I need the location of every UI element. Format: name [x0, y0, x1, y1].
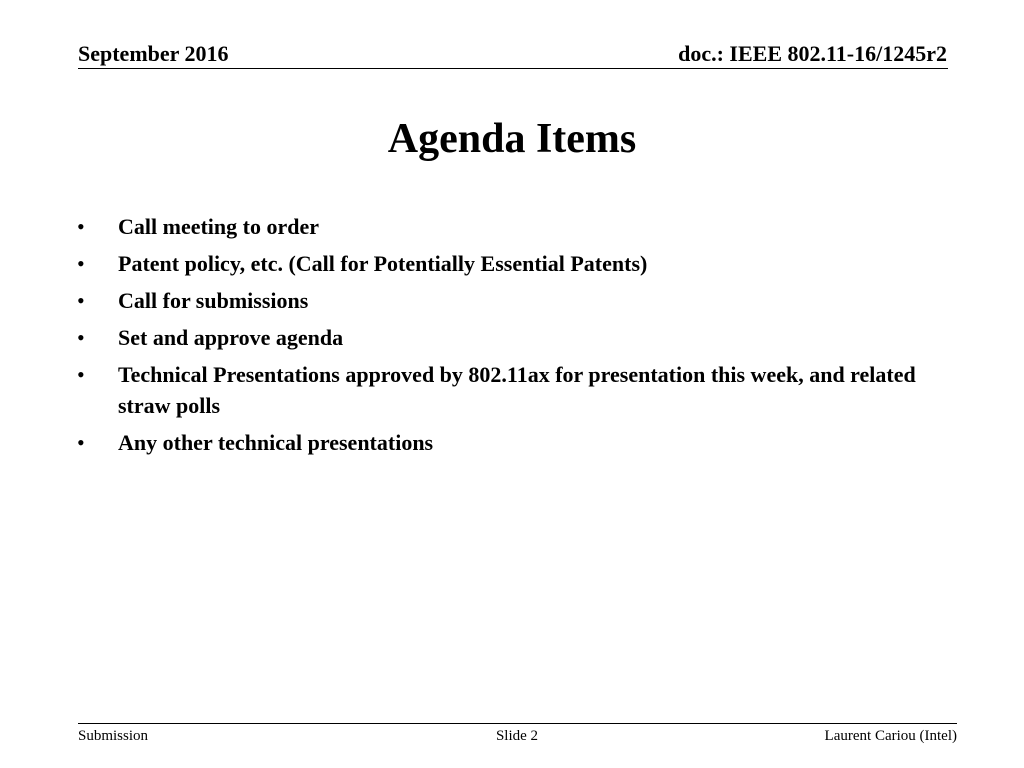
bullet-icon: •: [77, 288, 85, 313]
agenda-item: [76, 211, 956, 242]
bullet-icon: •: [77, 430, 85, 455]
header-date: September 2016: [78, 41, 229, 66]
header-divider: [78, 68, 948, 69]
agenda-list: [76, 211, 956, 464]
footer-slide-number: Slide 2: [495, 728, 539, 744]
agenda-item-text: Any other technical presentations: [118, 430, 434, 455]
agenda-item: [76, 322, 956, 353]
agenda-item-text: Call meeting to order: [118, 214, 319, 239]
bullet-icon: •: [77, 325, 85, 350]
footer-divider: [78, 723, 957, 724]
agenda-item: [76, 427, 956, 458]
agenda-item-text: Call for submissions: [118, 288, 309, 313]
bullet-icon: •: [77, 251, 85, 276]
bullet-icon: •: [77, 362, 85, 387]
agenda-item-text: Set and approve agenda: [118, 325, 344, 350]
bullet-icon: •: [77, 214, 85, 239]
agenda-item: [76, 359, 956, 421]
agenda-item-text: Patent policy, etc. (Call for Potentially Essential Patents): [118, 251, 648, 276]
header-doc-id: doc.: IEEE 802.11-16/1245r2: [678, 41, 947, 66]
agenda-item-text: Technical Presentations approved by 802.11ax for presentation this week, and related straw polls: [118, 362, 916, 418]
slide-title: Agenda Items: [387, 116, 637, 162]
agenda-item: [76, 285, 956, 316]
footer-submission: Submission: [78, 728, 149, 744]
agenda-item: [76, 248, 956, 279]
footer-author: Laurent Cariou (Intel): [824, 728, 957, 744]
